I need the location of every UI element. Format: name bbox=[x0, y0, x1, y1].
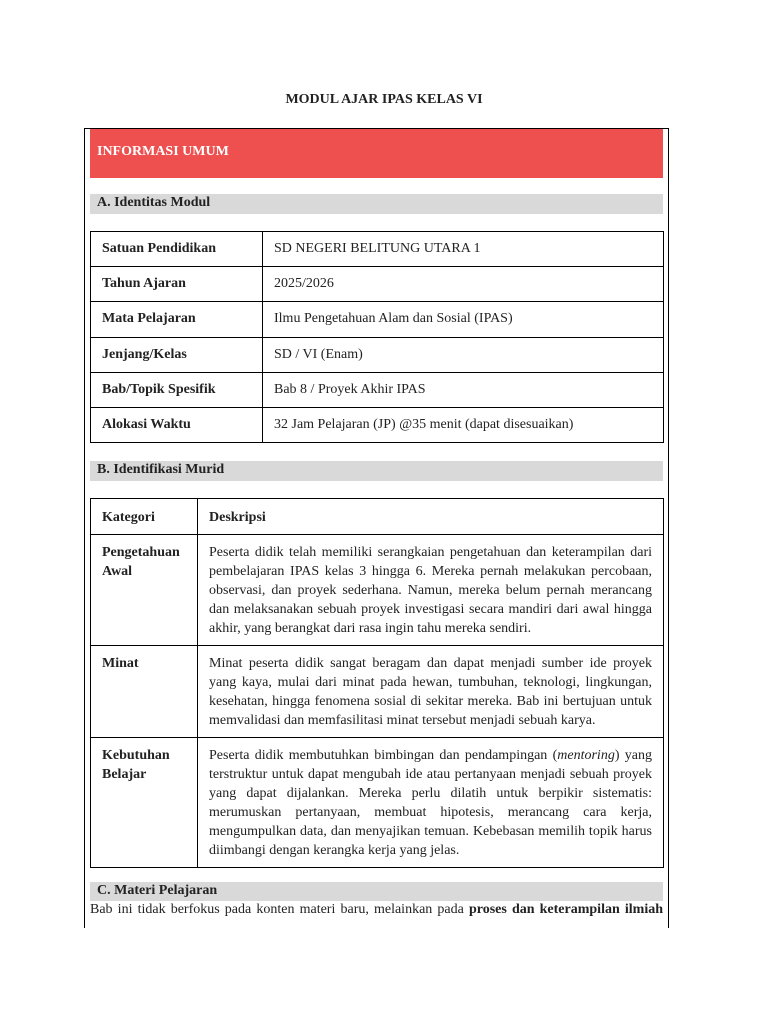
identitas-value: SD / VI (Enam) bbox=[263, 337, 664, 372]
column-header-kategori: Kategori bbox=[91, 499, 198, 535]
deskripsi-text: Minat peserta didik sangat beragam dan dapat menjadi sumber ide proyek yang kaya, mulai dari minat pada hewan, tumbuhan, teknologi, lingkungan, kesehatan, hingga fenomena sosial di sekitar mereka. Bab ini bertujuan untuk memvalidasi dan memfasilitasi minat tersebut menjadi sebuah karya. bbox=[198, 646, 664, 738]
table-row bbox=[91, 646, 664, 738]
identitas-label: Bab/Topik Spesifik bbox=[91, 372, 263, 407]
identitas-value: 2025/2026 bbox=[263, 267, 664, 302]
deskripsi-text-part: Peserta didik membutuhkan bimbingan dan pendampingan ( bbox=[209, 748, 558, 763]
identitas-label: Mata Pelajaran bbox=[91, 302, 263, 337]
table-row bbox=[91, 337, 664, 372]
table-row bbox=[91, 232, 664, 267]
materi-text-bold: proses dan keterampilan ilmiah bbox=[468, 902, 663, 917]
deskripsi-text: Peserta didik telah memiliki serangkaian pengetahuan dan keterampilan dari pembelajaran IPAS kelas 3 hingga 6. Mereka pernah melakukan percobaan, observasi, dan proyek sederhana. Namun, mereka belum pernah merancang dan melaksanakan sebuah proyek investigasi secara mandiri dari awal hingga akhir, yang berangkat dari rasa ingin tahu mereka sendiri. bbox=[198, 535, 664, 646]
identitas-value: 32 Jam Pelajaran (JP) @35 menit (dapat disesuaikan) bbox=[263, 407, 664, 442]
materi-text-part: Bab ini tidak berfokus pada konten materi baru, melainkan pada bbox=[90, 902, 469, 917]
kategori-label: Pengetahuan Awal bbox=[91, 535, 198, 646]
column-header-deskripsi: Deskripsi bbox=[198, 499, 664, 535]
section-materi-heading bbox=[90, 882, 663, 901]
deskripsi-emphasis: mentoring bbox=[557, 748, 615, 763]
section-murid-label: B. Identifikasi Murid bbox=[97, 462, 225, 477]
table-row bbox=[91, 267, 664, 302]
kategori-label: Minat bbox=[91, 646, 198, 738]
table-row bbox=[91, 535, 664, 646]
identitas-label: Jenjang/Kelas bbox=[91, 337, 263, 372]
table-row bbox=[91, 302, 664, 337]
table-row bbox=[91, 407, 664, 442]
identitas-table bbox=[90, 231, 664, 443]
identitas-label: Satuan Pendidikan bbox=[91, 232, 263, 267]
table-header-row bbox=[91, 499, 664, 535]
identitas-label: Alokasi Waktu bbox=[91, 407, 263, 442]
section-identitas-label: A. Identitas Modul bbox=[97, 195, 211, 210]
section-identitas-heading bbox=[90, 194, 663, 214]
deskripsi-text-part: ) yang terstruktur untuk dapat mengubah ide atau pertanyaan menjadi sebuah proyek yang dapat dijalankan. Mereka perlu dilatih untuk berpikir sistematis: merumuskan pertanyaan, membuat hipotesis, merancang cara kerja, mengumpulkan data, dan menyajikan temuan. Kebebasan memilih topik harus diimbangi dengan kerangka kerja yang jelas. bbox=[209, 748, 652, 858]
table-row bbox=[91, 372, 664, 407]
materi-paragraph bbox=[90, 902, 663, 918]
banner-title: INFORMASI UMUM bbox=[97, 144, 229, 159]
identitas-value: Ilmu Pengetahuan Alam dan Sosial (IPAS) bbox=[263, 302, 664, 337]
murid-table bbox=[90, 498, 664, 868]
section-murid-heading bbox=[90, 461, 663, 481]
identitas-value: Bab 8 / Proyek Akhir IPAS bbox=[263, 372, 664, 407]
table-row bbox=[91, 738, 664, 868]
document-title: MODUL AJAR IPAS KELAS VI bbox=[285, 92, 483, 107]
identitas-value: SD NEGERI BELITUNG UTARA 1 bbox=[263, 232, 664, 267]
deskripsi-text bbox=[198, 738, 664, 868]
kategori-label: Kebutuhan Belajar bbox=[91, 738, 198, 868]
identitas-label: Tahun Ajaran bbox=[91, 267, 263, 302]
section-materi-label: C. Materi Pelajaran bbox=[97, 883, 218, 898]
info-umum-banner bbox=[90, 129, 663, 178]
